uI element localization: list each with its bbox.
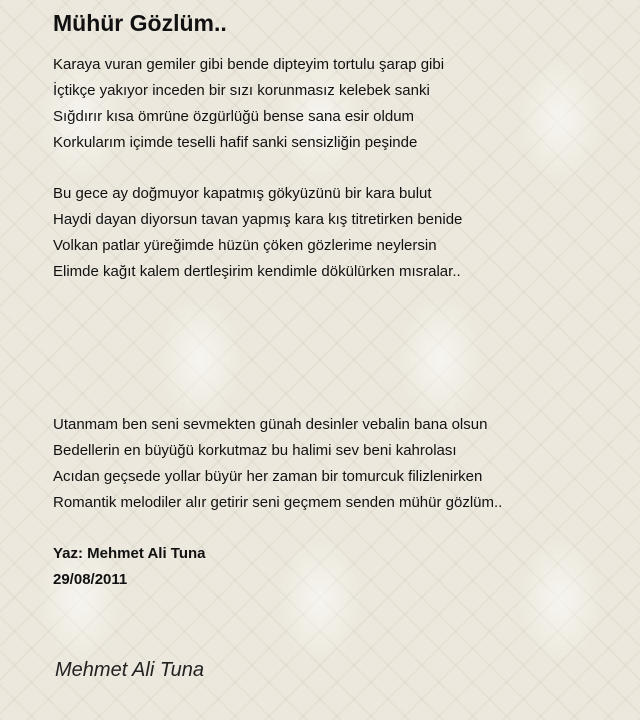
stanza-1 xyxy=(53,52,633,156)
stanza-3 xyxy=(53,412,633,516)
poem-line: Elimde kağıt kalem dertleşirim kendimle dökülürken mısralar.. xyxy=(53,263,461,280)
author-credit xyxy=(53,541,206,593)
poem-line: Korkularım içimde teselli hafif sanki sensizliğin peşinde xyxy=(53,134,418,151)
poem-line: İçtikçe yakıyor inceden bir sızı korunmasız kelebek sanki xyxy=(53,82,430,99)
stanza-2 xyxy=(53,181,633,285)
poem-title: Mühür Gözlüm.. xyxy=(53,10,227,36)
poem-line: Bedellerin en büyüğü korkutmaz bu halimi sev beni kahrolası xyxy=(53,442,457,459)
author-signature: Mehmet Ali Tuna xyxy=(55,659,204,681)
poem-line: Sığdırır kısa ömrüne özgürlüğü bense sana esir oldum xyxy=(53,108,415,125)
poem-line: Acıdan geçsede yollar büyür her zaman bir tomurcuk filizlenirken xyxy=(53,468,483,485)
poem-line: Utanmam ben seni sevmekten günah desinler vebalin bana olsun xyxy=(53,416,488,433)
poem-line: Volkan patlar yüreğimde hüzün çöken gözlerime neylersin xyxy=(53,237,437,254)
author-line: Yaz: Mehmet Ali Tuna xyxy=(53,545,206,562)
poem-line: Karaya vuran gemiler gibi bende dipteyim tortulu şarap gibi xyxy=(53,56,445,73)
poem-date: 29/08/2011 xyxy=(53,571,128,588)
poem-line: Romantik melodiler alır getirir seni geçmem senden mühür gözlüm.. xyxy=(53,494,503,511)
poem-line: Haydi dayan diyorsun tavan yapmış kara kış titretirken benide xyxy=(53,211,463,228)
poem-line: Bu gece ay doğmuyor kapatmış gökyüzünü bir kara bulut xyxy=(53,185,432,202)
